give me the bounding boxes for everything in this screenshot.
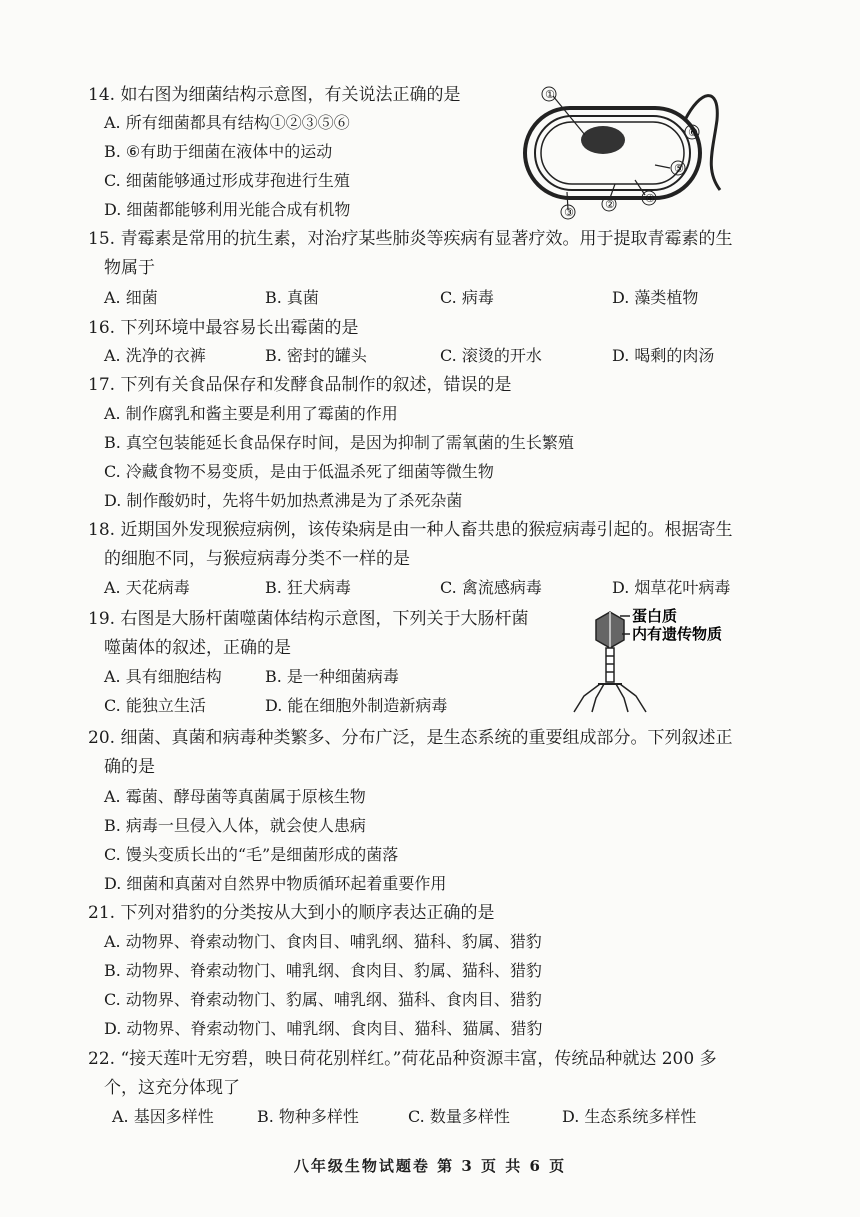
q17-option-d: D. 制作酸奶时，先将牛奶加热煮沸是为了杀死杂菌	[104, 491, 463, 510]
q19-option-b: B. 是一种细菌病毒	[265, 667, 399, 686]
q20-stem-cont: 确的是	[104, 757, 155, 777]
q22-option-d: D. 生态系统多样性	[562, 1107, 697, 1126]
q14-option-b: B. ⑥有助于细菌在液体中的运动	[104, 142, 333, 161]
label-3: ③	[564, 206, 574, 219]
q21-option-d: D. 动物界、脊索动物门、哺乳纲、食肉目、猫科、猫属、猎豹	[104, 1019, 543, 1038]
label-4: ④	[645, 192, 655, 205]
q20-stem: 20. 细菌、真菌和病毒种类繁多、分布广泛，是生态系统的重要组成部分。下列叙述正	[88, 728, 733, 748]
q15-option-b: B. 真菌	[265, 288, 319, 307]
label-protein: 蛋白质	[632, 607, 678, 625]
label-2: ②	[605, 198, 615, 211]
q22-stem-cont: 个，这充分体现了	[104, 1078, 240, 1098]
q15-option-d: D. 藻类植物	[612, 288, 699, 307]
q19-stem: 19. 右图是大肠杆菌噬菌体结构示意图，下列关于大肠杆菌	[88, 609, 529, 629]
label-6: ⑥	[688, 126, 698, 139]
q21-option-a: A. 动物界、脊索动物门、食肉目、哺乳纲、猫科、豹属、猎豹	[104, 932, 542, 951]
q22-stem: 22. “接天莲叶无穷碧，映日荷花别样红。”荷花品种资源丰富，传统品种就达 200 多	[88, 1049, 717, 1069]
dna-region	[581, 126, 625, 154]
q18-option-a: A. 天花病毒	[104, 578, 190, 597]
q20-option-c: C. 馒头变质长出的“毛”是细菌形成的菌落	[104, 845, 399, 864]
q15-stem: 15. 青霉素是常用的抗生素，对治疗某些肺炎等疾病有显著疗效。用于提取青霉素的生	[88, 229, 733, 249]
q17-option-c: C. 冷藏食物不易变质，是由于低温杀死了细菌等微生物	[104, 462, 494, 481]
label-1: ①	[545, 88, 555, 101]
q14-option-c: C. 细菌能够通过形成芽孢进行生殖	[104, 171, 350, 190]
label-genetic-material: 内有遗传物质	[632, 625, 723, 643]
q21-option-c: C. 动物界、脊索动物门、豹属、哺乳纲、猫科、食肉目、猎豹	[104, 990, 542, 1009]
q22-option-a: A. 基因多样性	[112, 1107, 214, 1126]
q14-option-a: A. 所有细菌都具有结构①②③⑤⑥	[104, 113, 350, 132]
q19-option-a: A. 具有细胞结构	[104, 667, 222, 686]
q15-option-c: C. 病毒	[440, 288, 494, 307]
q15-stem-cont: 物属于	[104, 258, 155, 278]
q20-option-a: A. 霉菌、酵母菌等真菌属于原核生物	[104, 787, 366, 806]
q16-stem: 16. 下列环境中最容易长出霉菌的是	[88, 318, 359, 338]
q22-option-c: C. 数量多样性	[408, 1107, 510, 1126]
bacterium-diagram	[505, 80, 740, 220]
q21-option-b: B. 动物界、脊索动物门、哺乳纲、食肉目、豹属、猫科、猎豹	[104, 961, 542, 980]
q16-option-b: B. 密封的罐头	[265, 346, 367, 365]
q14-stem: 14. 如右图为细菌结构示意图，有关说法正确的是	[88, 85, 461, 105]
q18-stem: 18. 近期国外发现猴痘病例，该传染病是由一种人畜共患的猴痘病毒引起的。根据寄生	[88, 520, 733, 540]
q14-option-d: D. 细菌都能够利用光能合成有机物	[104, 200, 351, 219]
q19-option-d: D. 能在细胞外制造新病毒	[265, 696, 448, 715]
page-footer: 八年级生物试题卷 第 3 页 共 6 页	[293, 1157, 567, 1175]
q16-option-d: D. 喝剩的肉汤	[612, 346, 715, 365]
q20-option-d: D. 细菌和真菌对自然界中物质循环起着重要作用	[104, 874, 447, 893]
q17-option-a: A. 制作腐乳和酱主要是利用了霉菌的作用	[104, 404, 398, 423]
q18-option-d: D. 烟草花叶病毒	[612, 578, 731, 597]
q15-option-a: A. 细菌	[104, 288, 158, 307]
q19-option-c: C. 能独立生活	[104, 696, 206, 715]
bacteriophage-diagram	[570, 604, 770, 716]
q17-option-b: B. 真空包装能延长食品保存时间，是因为抑制了需氧菌的生长繁殖	[104, 433, 574, 452]
q17-stem: 17. 下列有关食品保存和发酵食品制作的叙述，错误的是	[88, 375, 512, 395]
q18-option-c: C. 禽流感病毒	[440, 578, 542, 597]
q22-option-b: B. 物种多样性	[257, 1107, 359, 1126]
q20-option-b: B. 病毒一旦侵入人体，就会使人患病	[104, 816, 366, 835]
q18-stem-cont: 的细胞不同，与猴痘病毒分类不一样的是	[104, 549, 410, 569]
label-5: ⑤	[674, 162, 684, 175]
q16-option-c: C. 滚烫的开水	[440, 346, 542, 365]
q19-stem-cont: 噬菌体的叙述，正确的是	[104, 638, 291, 658]
q18-option-b: B. 狂犬病毒	[265, 578, 351, 597]
q21-stem: 21. 下列对猎豹的分类按从大到小的顺序表达正确的是	[88, 903, 495, 923]
q16-option-a: A. 洗净的衣裤	[104, 346, 206, 365]
